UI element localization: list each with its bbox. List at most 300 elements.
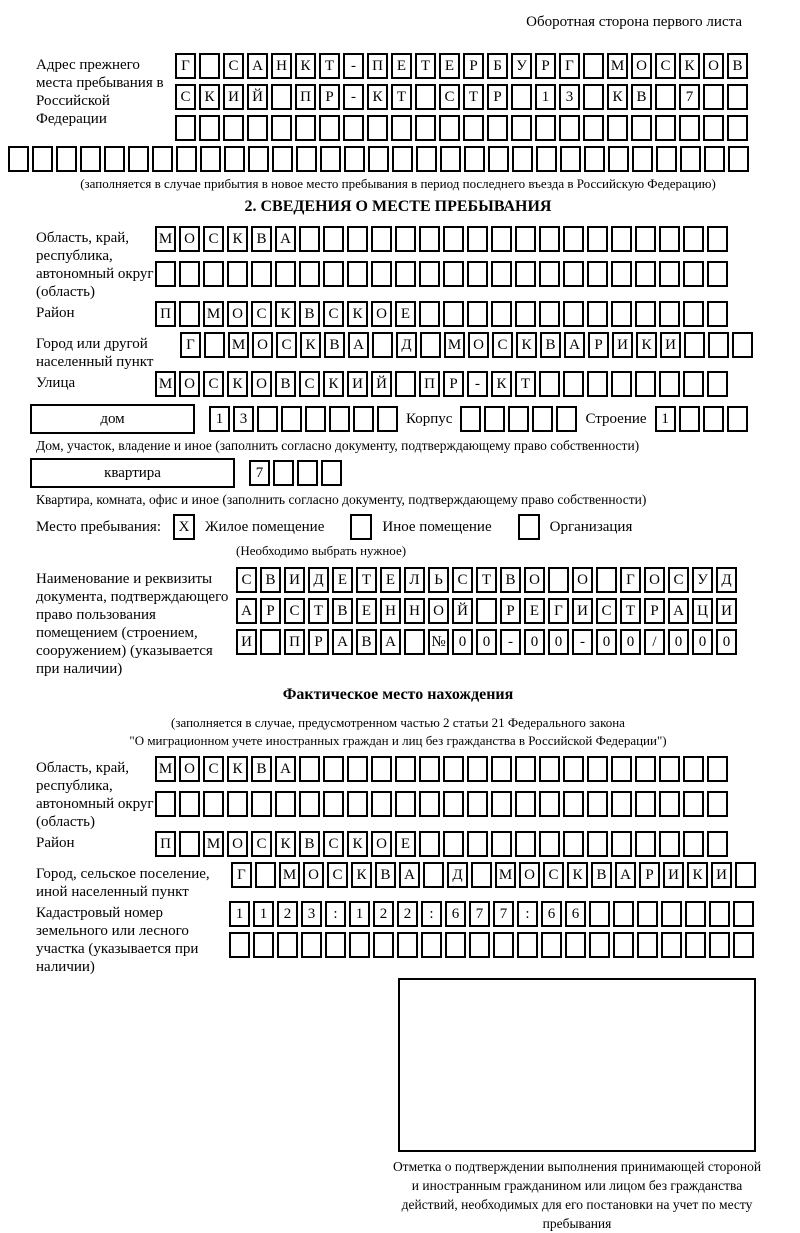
char-cell (397, 932, 418, 958)
char-cell (443, 831, 464, 857)
char-cell (347, 756, 368, 782)
char-cell: П (155, 301, 176, 327)
char-cell: Е (395, 301, 416, 327)
char-cell (395, 261, 416, 287)
char-cell (325, 932, 346, 958)
char-cell (613, 901, 634, 927)
char-cell (491, 831, 512, 857)
char-cell (443, 756, 464, 782)
raion-block (36, 301, 760, 332)
char-cell: 7 (679, 84, 700, 110)
char-cell: И (223, 84, 244, 110)
char-cell (373, 932, 394, 958)
char-cell: Р (308, 629, 329, 655)
char-cell (464, 146, 485, 172)
char-cell: - (572, 629, 593, 655)
char-cell: М (607, 53, 628, 79)
char-cell: К (367, 84, 388, 110)
char-cell: 3 (233, 406, 254, 432)
char-cell: М (279, 862, 300, 888)
char-cell (708, 332, 729, 358)
char-cell: 1 (229, 901, 250, 927)
char-cell: С (668, 567, 689, 593)
checkbox-inoe (350, 514, 372, 540)
kvartira-cells (249, 458, 345, 487)
char-cell (659, 226, 680, 252)
char-cell (491, 301, 512, 327)
char-cell (611, 301, 632, 327)
char-cell: Д (447, 862, 468, 888)
char-cell (541, 932, 562, 958)
char-cell (227, 261, 248, 287)
char-cell: Р (588, 332, 609, 358)
char-cell (611, 791, 632, 817)
char-cell (344, 146, 365, 172)
char-cell (539, 301, 560, 327)
fact-oblast-block (36, 756, 760, 831)
char-cell (179, 301, 200, 327)
char-cell (683, 831, 704, 857)
char-cell (539, 756, 560, 782)
char-cell (179, 791, 200, 817)
char-cell: Р (535, 53, 556, 79)
kvartira-caption: Квартира, комната, офис и иное (заполнить согласно документу, подтверждающему право собственности) (36, 492, 647, 507)
korpus-label: Корпус (406, 411, 453, 427)
stroenie-cells (655, 404, 751, 433)
char-cell (611, 371, 632, 397)
char-cell: О (631, 53, 652, 79)
char-cell: К (687, 862, 708, 888)
char-cell (104, 146, 125, 172)
fact-raion-label: Район (36, 835, 75, 851)
char-cell: : (421, 901, 442, 927)
char-cell (391, 115, 412, 141)
char-cell: 1 (655, 406, 676, 432)
char-cell (32, 146, 53, 172)
prev-address-row-3 (175, 115, 751, 142)
char-cell (200, 146, 221, 172)
char-cell (515, 261, 536, 287)
char-cell: № (428, 629, 449, 655)
char-cell: Н (271, 53, 292, 79)
char-cell (179, 261, 200, 287)
char-cell: В (260, 567, 281, 593)
char-cell (199, 53, 220, 79)
char-cell (515, 791, 536, 817)
char-cell: В (251, 226, 272, 252)
char-cell (439, 115, 460, 141)
char-cell (727, 84, 748, 110)
prev-address-label: Адрес прежнего места пребывания в Российской Федерации (36, 57, 164, 127)
char-cell: К (607, 84, 628, 110)
char-cell (611, 756, 632, 782)
char-cell (635, 791, 656, 817)
char-cell (733, 901, 754, 927)
char-cell (607, 115, 628, 141)
char-cell: А (247, 53, 268, 79)
char-cell: И (236, 629, 257, 655)
char-cell: - (500, 629, 521, 655)
char-cell: Т (515, 371, 536, 397)
char-cell: М (203, 831, 224, 857)
stroenie-label: Строение (585, 411, 647, 427)
char-cell (685, 932, 706, 958)
char-cell (368, 146, 389, 172)
prev-address-row-2 (175, 84, 751, 111)
char-cell (395, 791, 416, 817)
char-cell: А (275, 756, 296, 782)
char-cell (539, 371, 560, 397)
char-cell (683, 261, 704, 287)
char-cell (476, 598, 497, 624)
mesto-row (36, 514, 760, 542)
char-cell (253, 932, 274, 958)
char-cell: И (284, 567, 305, 593)
prev-address-row-1 (175, 53, 751, 80)
char-cell: К (295, 53, 316, 79)
char-cell: У (692, 567, 713, 593)
char-cell: 0 (668, 629, 689, 655)
char-cell: К (491, 371, 512, 397)
char-cell (683, 226, 704, 252)
char-cell (707, 791, 728, 817)
char-cell (556, 406, 577, 432)
char-cell: А (668, 598, 689, 624)
char-cell: С (251, 301, 272, 327)
char-cell: Т (476, 567, 497, 593)
char-cell (727, 406, 748, 432)
char-cell: К (516, 332, 537, 358)
char-cell: И (612, 332, 633, 358)
char-cell (487, 115, 508, 141)
char-cell: С (203, 226, 224, 252)
char-cell: 7 (469, 901, 490, 927)
char-cell (655, 84, 676, 110)
char-cell (323, 756, 344, 782)
kvartira-box: квартира (30, 458, 235, 488)
char-cell: М (495, 862, 516, 888)
fact-oblast-label: Область, край, республика, автономный округ (область) (36, 760, 154, 830)
char-cell: Д (396, 332, 417, 358)
char-cell: 1 (349, 901, 370, 927)
char-cell (321, 460, 342, 486)
char-cell (587, 226, 608, 252)
char-cell: Т (319, 53, 340, 79)
char-cell: В (631, 84, 652, 110)
char-cell (277, 932, 298, 958)
char-cell (635, 301, 656, 327)
char-cell (371, 791, 392, 817)
char-cell: О (519, 862, 540, 888)
char-cell: Е (380, 567, 401, 593)
char-cell (587, 371, 608, 397)
char-cell: 0 (692, 629, 713, 655)
char-cell: Д (716, 567, 737, 593)
char-cell: С (655, 53, 676, 79)
option-organizaciya-label: Организация (549, 519, 633, 535)
char-cell (659, 371, 680, 397)
char-cell: К (275, 831, 296, 857)
char-cell (704, 146, 725, 172)
page-side-note: Оборотная сторона первого листа (526, 14, 742, 30)
char-cell (683, 756, 704, 782)
char-cell (560, 146, 581, 172)
char-cell (563, 791, 584, 817)
char-cell: В (356, 629, 377, 655)
char-cell: 0 (476, 629, 497, 655)
char-cell (515, 301, 536, 327)
char-cell: Е (332, 567, 353, 593)
gorod-block (36, 332, 760, 371)
char-cell (404, 629, 425, 655)
char-cell (488, 146, 509, 172)
char-cell (467, 756, 488, 782)
char-cell: Л (404, 567, 425, 593)
char-cell (371, 261, 392, 287)
prev-address-row-4 (8, 146, 760, 173)
char-cell: - (343, 53, 364, 79)
char-cell (637, 932, 658, 958)
char-cell (656, 146, 677, 172)
char-cell: И (716, 598, 737, 624)
char-cell (735, 862, 756, 888)
prev-address-caption: (заполняется в случае прибытия в новое место пребывания в период последнего въезда в Российскую Федерацию) (80, 176, 716, 191)
char-cell (272, 146, 293, 172)
char-cell: В (324, 332, 345, 358)
char-cell: П (419, 371, 440, 397)
char-cell: М (228, 332, 249, 358)
char-cell (587, 791, 608, 817)
char-cell: А (275, 226, 296, 252)
char-cell: Е (524, 598, 545, 624)
char-cell (515, 756, 536, 782)
char-cell (347, 261, 368, 287)
stamp-area (391, 978, 763, 1233)
doc-row-1 (236, 567, 740, 594)
char-cell: А (564, 332, 585, 358)
char-cell: В (299, 831, 320, 857)
ulitsa-label: Улица (36, 375, 76, 391)
char-cell: Н (380, 598, 401, 624)
char-cell: 3 (559, 84, 580, 110)
char-cell (460, 406, 481, 432)
char-cell (273, 460, 294, 486)
char-cell: К (227, 756, 248, 782)
char-cell (377, 406, 398, 432)
char-cell (255, 862, 276, 888)
char-cell: Г (559, 53, 580, 79)
char-cell (347, 791, 368, 817)
char-cell (275, 791, 296, 817)
fact-title: Фактическое место нахождения (282, 686, 514, 703)
char-cell: Г (231, 862, 252, 888)
char-cell: В (251, 756, 272, 782)
char-cell (707, 261, 728, 287)
char-cell (661, 901, 682, 927)
char-cell: Е (439, 53, 460, 79)
char-cell: С (236, 567, 257, 593)
char-cell (419, 791, 440, 817)
char-cell (491, 261, 512, 287)
oblast-row-2 (155, 261, 731, 288)
char-cell (247, 115, 268, 141)
char-cell: И (347, 371, 368, 397)
char-cell (596, 567, 617, 593)
char-cell (175, 115, 196, 141)
char-cell (539, 261, 560, 287)
dom-caption: Дом, участок, владение и иное (заполнить согласно документу, подтверждающему право собственности) (36, 438, 640, 453)
char-cell: К (347, 301, 368, 327)
char-cell: Н (404, 598, 425, 624)
char-cell (371, 226, 392, 252)
char-cell: Ь (428, 567, 449, 593)
char-cell: О (227, 301, 248, 327)
char-cell: Т (463, 84, 484, 110)
char-cell (371, 756, 392, 782)
char-cell: М (203, 301, 224, 327)
char-cell (416, 146, 437, 172)
char-cell (539, 226, 560, 252)
char-cell (343, 115, 364, 141)
char-cell: К (636, 332, 657, 358)
fact-raion-row (155, 831, 731, 858)
char-cell: С (284, 598, 305, 624)
char-cell: С (251, 831, 272, 857)
fact-gorod-block (36, 862, 760, 901)
char-cell: А (399, 862, 420, 888)
char-cell (515, 831, 536, 857)
char-cell (517, 932, 538, 958)
char-cell (563, 301, 584, 327)
char-cell (589, 932, 610, 958)
char-cell (532, 406, 553, 432)
char-cell (229, 932, 250, 958)
char-cell (419, 301, 440, 327)
char-cell (467, 831, 488, 857)
char-cell: О (371, 831, 392, 857)
char-cell: С (323, 301, 344, 327)
char-cell (587, 831, 608, 857)
char-cell: И (572, 598, 593, 624)
char-cell (563, 261, 584, 287)
char-cell (155, 261, 176, 287)
char-cell (419, 226, 440, 252)
char-cell (329, 406, 350, 432)
char-cell (463, 115, 484, 141)
char-cell: В (299, 301, 320, 327)
char-cell (305, 406, 326, 432)
char-cell (469, 932, 490, 958)
stamp-box (398, 978, 756, 1152)
char-cell: А (348, 332, 369, 358)
char-cell (608, 146, 629, 172)
option-inoe-label: Иное помещение (382, 519, 492, 535)
oblast-row-1 (155, 226, 731, 253)
char-cell (349, 932, 370, 958)
char-cell (295, 115, 316, 141)
char-cell (420, 332, 441, 358)
char-cell (683, 791, 704, 817)
char-cell (583, 115, 604, 141)
char-cell (440, 146, 461, 172)
fact-raion-block (36, 831, 760, 862)
char-cell (659, 261, 680, 287)
char-cell (395, 371, 416, 397)
char-cell: - (467, 371, 488, 397)
char-cell (491, 226, 512, 252)
char-cell (707, 301, 728, 327)
checkbox-organizaciya (518, 514, 540, 540)
char-cell: Т (356, 567, 377, 593)
char-cell: Р (260, 598, 281, 624)
char-cell: О (572, 567, 593, 593)
char-cell (415, 84, 436, 110)
char-cell: Р (500, 598, 521, 624)
char-cell: Г (180, 332, 201, 358)
char-cell (680, 146, 701, 172)
char-cell: 7 (493, 901, 514, 927)
char-cell: А (615, 862, 636, 888)
char-cell (727, 115, 748, 141)
char-cell (443, 226, 464, 252)
char-cell (536, 146, 557, 172)
char-cell: У (511, 53, 532, 79)
dom-box: дом (30, 404, 195, 434)
char-cell: В (727, 53, 748, 79)
char-cell (323, 261, 344, 287)
char-cell: 0 (596, 629, 617, 655)
char-cell: В (375, 862, 396, 888)
char-cell: С (543, 862, 564, 888)
char-cell: 0 (620, 629, 641, 655)
char-cell: В (540, 332, 561, 358)
char-cell (199, 115, 220, 141)
char-cell (155, 791, 176, 817)
char-cell (637, 901, 658, 927)
char-cell (707, 831, 728, 857)
char-cell: О (468, 332, 489, 358)
char-cell (204, 332, 225, 358)
char-cell (467, 791, 488, 817)
char-cell (659, 301, 680, 327)
raion-label: Район (36, 305, 75, 321)
char-cell: М (155, 756, 176, 782)
char-cell: К (275, 301, 296, 327)
char-cell (589, 901, 610, 927)
char-cell (128, 146, 149, 172)
char-cell (8, 146, 29, 172)
char-cell: 0 (452, 629, 473, 655)
char-cell (248, 146, 269, 172)
char-cell (227, 791, 248, 817)
char-cell: Й (247, 84, 268, 110)
char-cell: Р (319, 84, 340, 110)
char-cell (319, 115, 340, 141)
gorod-label: Город или другой населенный пункт (36, 336, 154, 370)
char-cell (275, 261, 296, 287)
char-cell: О (227, 831, 248, 857)
char-cell: С (327, 862, 348, 888)
char-cell: А (332, 629, 353, 655)
checkbox-zhiloe: X (173, 514, 195, 540)
char-cell: Г (548, 598, 569, 624)
char-cell (635, 756, 656, 782)
char-cell: М (155, 371, 176, 397)
doc-block (36, 567, 760, 678)
char-cell (223, 115, 244, 141)
char-cell (323, 791, 344, 817)
char-cell: С (175, 84, 196, 110)
